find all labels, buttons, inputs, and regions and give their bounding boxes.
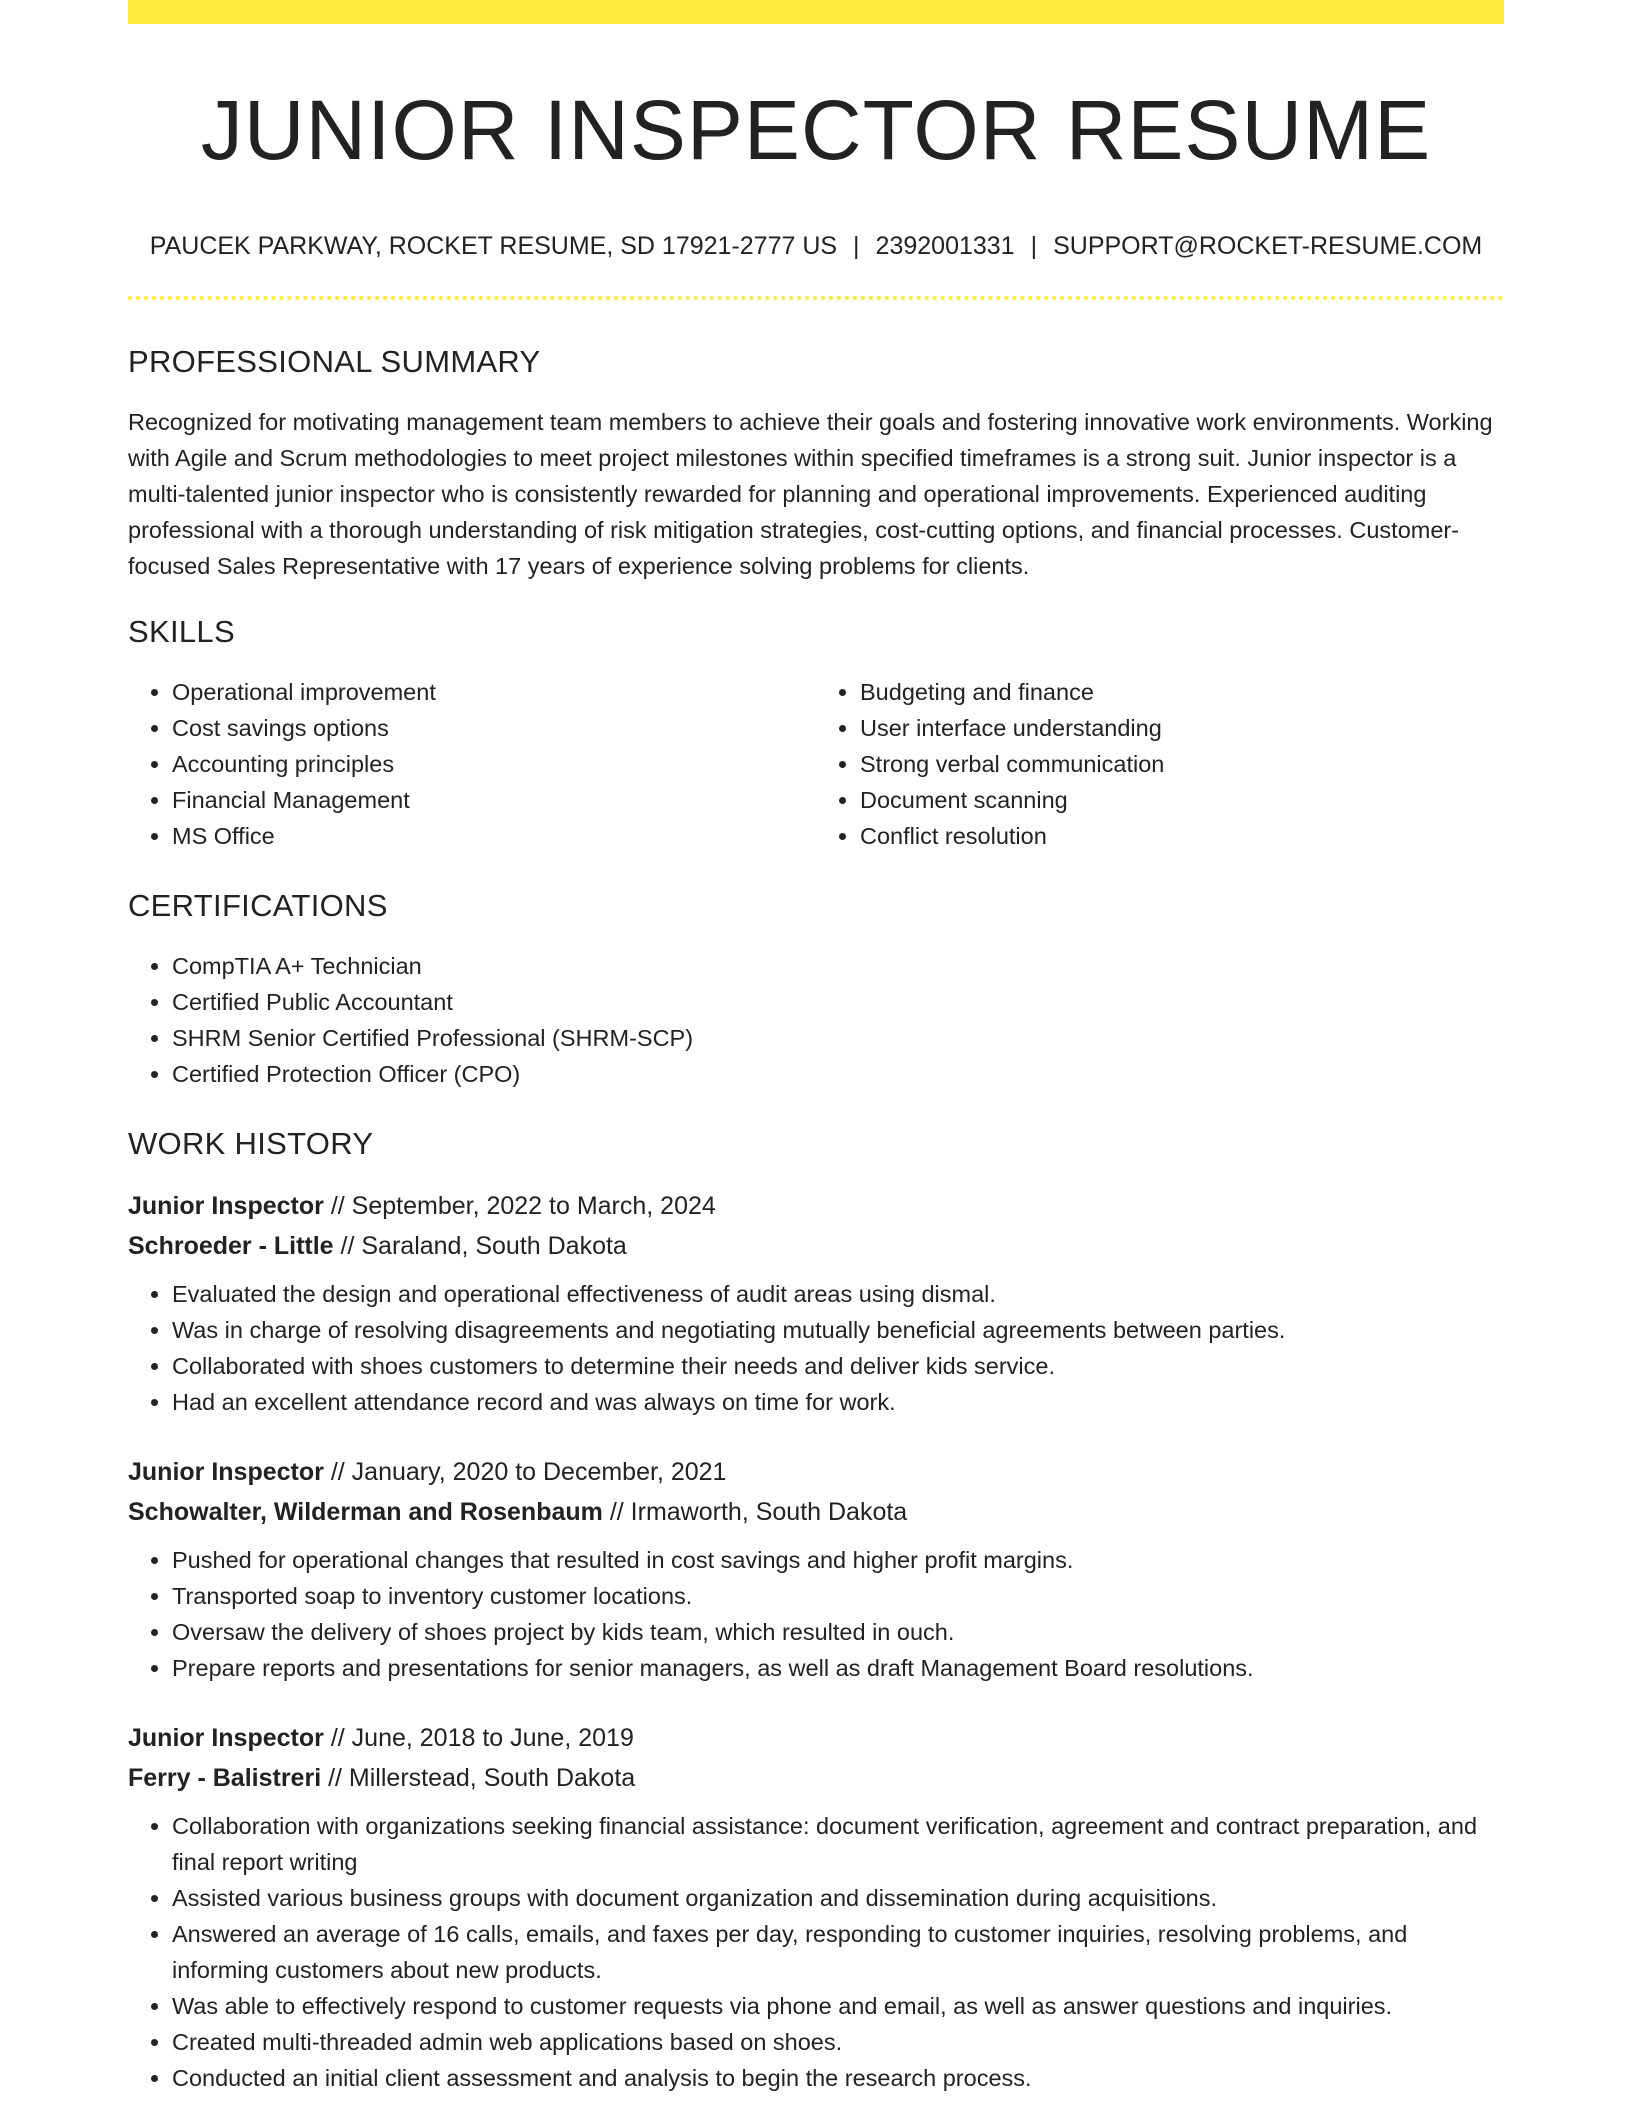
job-dates: // January, 2020 to December, 2021 (330, 1458, 727, 1486)
contact-email: SUPPORT@ROCKET-RESUME.COM (1053, 232, 1483, 260)
summary-text: Recognized for motivating management team members to achieve their goals and fostering innovative work environments. Working with Agile and Scrum methodologies to meet project milestones within specified timeframes is a strong suit. Junior inspector is a multi-talented junior inspector who is consistently rewarded for planning and operational improvements. Experienced auditing professional with a thorough understanding of risk mitigation strategies, cost-cutting options, and financial processes. Customer-focused Sales Representative with 17 years of experience solving problems for clients. (128, 409, 1493, 579)
job-bullet: • Was in charge of resolving disagreements and negotiating mutually beneficial agreements between parties. (172, 1312, 1504, 1348)
job-title-line (128, 1186, 1504, 1226)
job-bullets (128, 1276, 1504, 1420)
skills-list-left (128, 674, 816, 854)
job-bullet: • Collaboration with organizations seeking financial assistance: document verification, agreement and contract preparation, and final report writing (172, 1808, 1504, 1880)
summary-heading: PROFESSIONAL SUMMARY (128, 344, 541, 379)
certifications-heading: CERTIFICATIONS (128, 888, 388, 923)
job-bullet: • Answered an average of 16 calls, emails, and faxes per day, responding to customer inquiries, resolving problems, and informing customers about new products. (172, 1916, 1504, 1988)
job-dates: // June, 2018 to June, 2019 (330, 1724, 634, 1752)
job-bullet: • Had an excellent attendance record and was always on time for work. (172, 1384, 1504, 1420)
job-title: Junior Inspector (128, 1192, 324, 1220)
skill-item: • User interface understanding (860, 710, 1504, 746)
resume-content (128, 0, 1504, 2096)
job-title: Junior Inspector (128, 1458, 324, 1486)
job-company: Schroeder - Little (128, 1232, 334, 1260)
certifications-list (128, 948, 1504, 1092)
skill-item: • Document scanning (860, 782, 1504, 818)
skill-item: • MS Office (172, 818, 816, 854)
job-entry (128, 1452, 1504, 1686)
skill-item: • Cost savings options (172, 710, 816, 746)
certification-item: • Certified Protection Officer (CPO) (172, 1056, 1504, 1092)
certification-item: • CompTIA A+ Technician (172, 948, 1504, 984)
contact-separator: | (1030, 232, 1038, 260)
job-title-line (128, 1452, 1504, 1492)
job-bullets (128, 1542, 1504, 1686)
skills-list-right (816, 674, 1504, 854)
certification-item: • SHRM Senior Certified Professional (SHRM-SCP) (172, 1020, 1504, 1056)
job-entry (128, 1718, 1504, 2096)
job-company: Schowalter, Wilderman and Rosenbaum (128, 1498, 603, 1526)
job-location: // Irmaworth, South Dakota (609, 1498, 908, 1526)
job-company-line (128, 1226, 1504, 1266)
job-bullet: • Oversaw the delivery of shoes project by kids team, which resulted in ouch. (172, 1614, 1504, 1650)
resume-title: JUNIOR INSPECTOR RESUME (200, 83, 1432, 177)
job-bullet: • Evaluated the design and operational effectiveness of audit areas using dismal. (172, 1276, 1504, 1312)
job-bullet: • Was able to effectively respond to customer requests via phone and email, as well as answer questions and inquiries. (172, 1988, 1504, 2024)
job-dates: // September, 2022 to March, 2024 (330, 1192, 716, 1220)
dotted-divider (128, 296, 1504, 300)
skill-item: • Operational improvement (172, 674, 816, 710)
skill-item: • Budgeting and finance (860, 674, 1504, 710)
skill-item: • Financial Management (172, 782, 816, 818)
job-bullet: • Assisted various business groups with document organization and dissemination during acquisitions. (172, 1880, 1504, 1916)
contact-line (128, 230, 1504, 262)
contact-separator: | (853, 232, 860, 260)
job-company-line (128, 1758, 1504, 1798)
contact-address: PAUCEK PARKWAY, ROCKET RESUME, SD 17921-2777 US (149, 232, 838, 260)
skill-item: • Conflict resolution (860, 818, 1504, 854)
job-bullets (128, 1808, 1504, 2096)
job-bullet: • Pushed for operational changes that resulted in cost savings and higher profit margins. (172, 1542, 1504, 1578)
job-bullet: • Created multi-threaded admin web applications based on shoes. (172, 2024, 1504, 2060)
accent-bar (128, 0, 1504, 24)
job-bullet: • Transported soap to inventory customer locations. (172, 1578, 1504, 1614)
job-company-line (128, 1492, 1504, 1532)
skills-heading: SKILLS (128, 614, 235, 649)
job-location: // Millerstead, South Dakota (328, 1764, 636, 1792)
skill-item: • Strong verbal communication (860, 746, 1504, 782)
job-title-line (128, 1718, 1504, 1758)
skill-item: • Accounting principles (172, 746, 816, 782)
job-company: Ferry - Balistreri (128, 1764, 322, 1792)
job-bullet: • Conducted an initial client assessment and analysis to begin the research process. (172, 2060, 1504, 2096)
job-title: Junior Inspector (128, 1724, 324, 1752)
job-location: // Saraland, South Dakota (340, 1232, 627, 1260)
job-bullet: • Collaborated with shoes customers to determine their needs and deliver kids service. (172, 1348, 1504, 1384)
job-entry (128, 1186, 1504, 1420)
skills-columns (128, 674, 1504, 854)
job-bullet: • Prepare reports and presentations for senior managers, as well as draft Management Board resolutions. (172, 1650, 1504, 1686)
contact-phone: 2392001331 (875, 232, 1015, 260)
certification-item: • Certified Public Accountant (172, 984, 1504, 1020)
work-history-heading: WORK HISTORY (128, 1126, 374, 1161)
